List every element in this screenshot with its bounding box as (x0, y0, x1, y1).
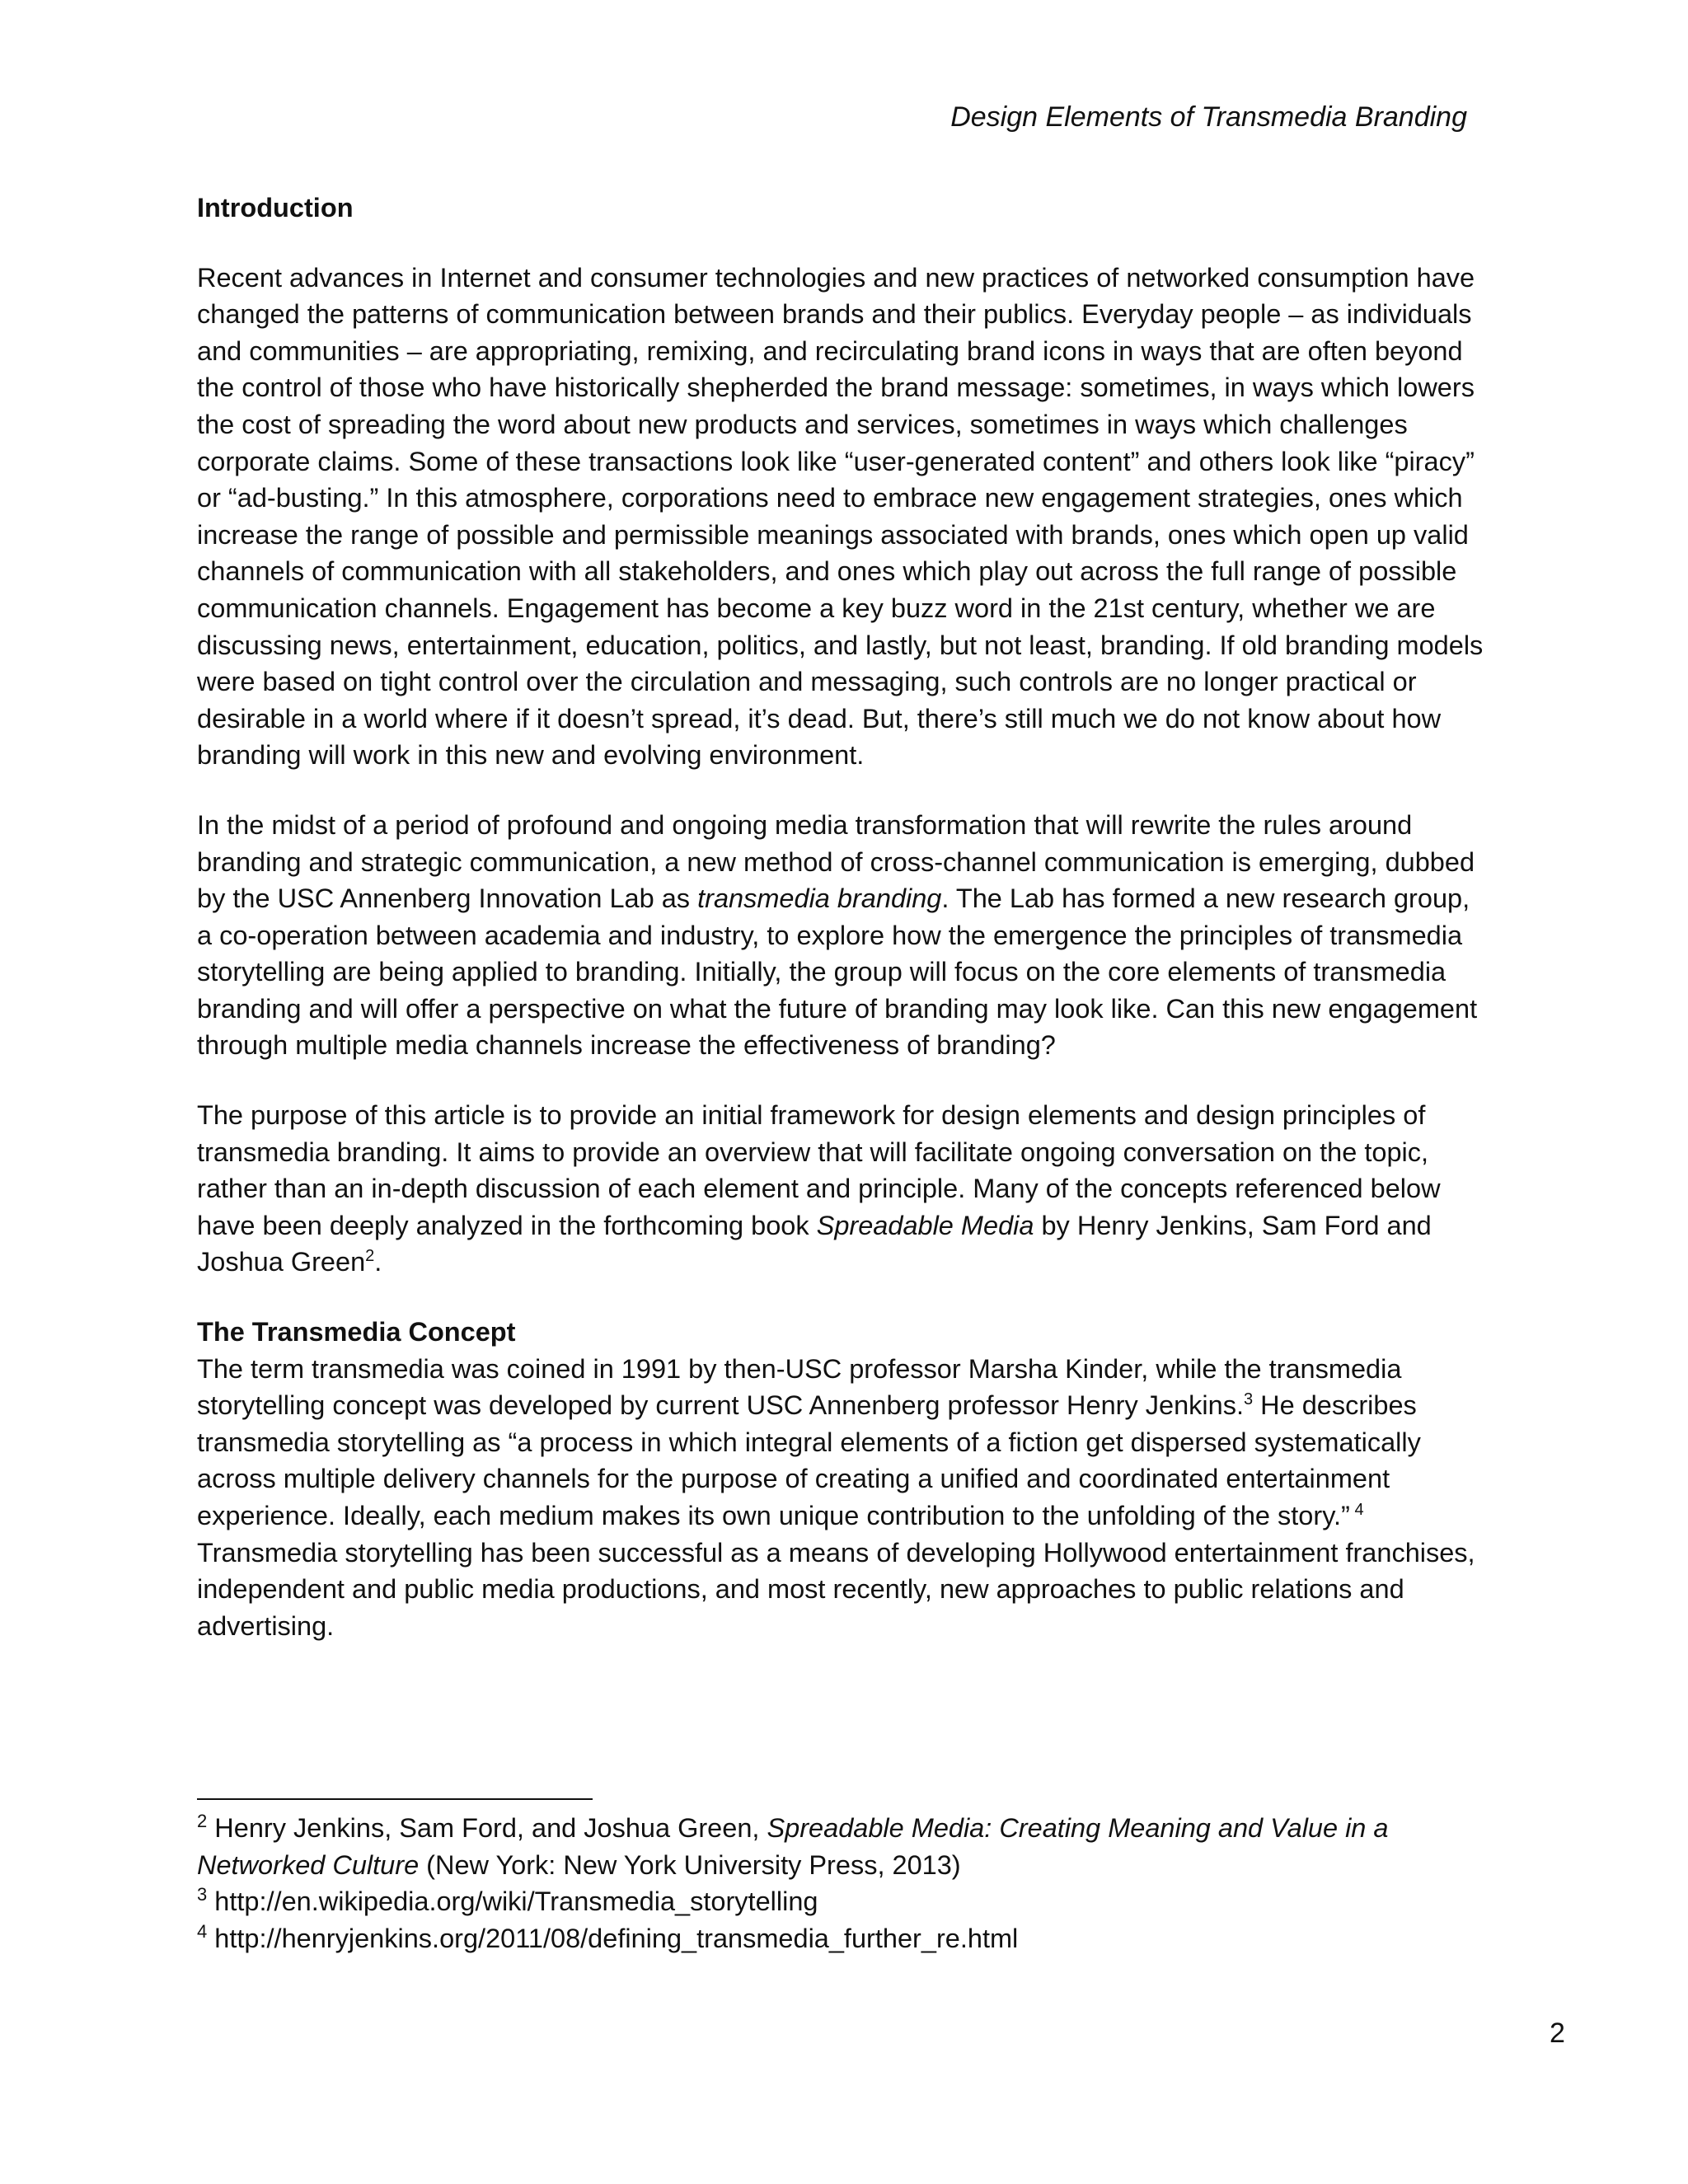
footnote-4-link[interactable]: http://henryjenkins.org/2011/08/defining_transmedia_further_re.html (207, 1923, 1019, 1953)
intro-paragraph-1: Recent advances in Internet and consumer technologies and new practices of networked consumption have changed the patterns of communication between brands and their publics. Everyday people – as individuals and communities – are appropriating, remixing, and recirculating brand icons in ways that are often beyond the control of those who have historically shepherded the brand message: sometimes, in ways which lowers the cost of spreading the word about new products and services, sometimes in ways which challenges corporate claims. Some of these transactions look like “user-generated content” and others look like “piracy” or “ad-busting.” In this atmosphere, corporations need to embrace new engagement strategies, ones which increase the range of possible and permissible meanings associated with brands, ones which open up valid channels of communication with all stakeholders, and ones which play out across the full range of possible communication channels. Engagement has become a key buzz word in the 21st century, whether we are discussing news, entertainment, education, politics, and lastly, but not least, branding. If old branding models were based on tight control over the circulation and messaging, such controls are no longer practical or desirable in a world where if it doesn’t spread, it’s dead. But, there’s still much we do not know about how branding will work in this new and evolving environment. (197, 262, 1484, 771)
intro-paragraph-3: The purpose of this article is to provide an initial framework for design elements and design principles of transmedia branding. It aims to provide an overview that will facilitate ongoing conversation on the topic, rather than an in-depth discussion of each element and principle. Many of the concepts referenced below have been deeply analyzed in the forthcoming book Spreadable Media by Henry Jenkins, Sam Ford and Joshua Green$^2$. (197, 1100, 1441, 1277)
page-number: 2 (1550, 2018, 1565, 2049)
footnote-4[interactable]: $^4$ http://henryjenkins.org/2011/08/defining_transmedia_further_re.html (197, 1920, 1019, 1953)
introduction-heading: Introduction (197, 193, 354, 223)
body-content (197, 190, 1491, 1644)
book-title: Spreadable Media (816, 1210, 1034, 1240)
footnote-divider (197, 1798, 593, 1800)
transmedia-concept-heading: The Transmedia Concept (197, 1317, 516, 1347)
footnotes (197, 1810, 1491, 1957)
transmedia-branding-term: transmedia branding (697, 883, 942, 914)
footnote-ref-3[interactable]: 3 (1243, 1390, 1254, 1409)
footnote-2: $^2$ Henry Jenkins, Sam Ford, and Joshua Green, Spreadable Media: Creating Meaning and Value in a Networked Culture (New York: New York University Press, 2013) (197, 1811, 1389, 1880)
footnote-ref-2[interactable]: 2 (365, 1247, 375, 1266)
intro-paragraph-2: In the midst of a period of profound and ongoing media transformation that will rewrite the rules around branding and strategic communication, a new method of cross-channel communication is emerging, dubbed by the USC Annenberg Innovation Lab as transmedia branding. The Lab has formed a new research group, a co-operation between academia and industry, to explore how the emergence the principles of transmedia storytelling are being applied to branding. Initially, the group will focus on the core elements of transmedia branding and will offer a perspective on what the future of branding may look like. Can this new engagement through multiple media channels increase the effectiveness of branding? (197, 809, 1478, 1061)
concept-paragraph: The term transmedia was coined in 1991 by then-USC professor Marsha Kinder, while the transmedia storytelling concept was developed by current USC Annenberg professor Henry Jenkins.$^3$ He describes transmedia storytelling as “a process in which integral elements of a fiction get dispersed systematically across multiple delivery channels for the purpose of creating a unified and coordinated entertainment experience. Ideally, each medium makes its own unique contribution to the unfolding of the story.” $^4$ Transmedia storytelling has been successful as a means of developing Hollywood entertainment franchises, independent and public media productions, and most recently, new approaches to public relations and advertising. (197, 1353, 1475, 1641)
footnote-3-link[interactable]: http://en.wikipedia.org/wiki/Transmedia_storytelling (207, 1886, 818, 1917)
running-header: Design Elements of Transmedia Branding (950, 101, 1467, 133)
footnote-ref-4[interactable]: 4 (1349, 1501, 1364, 1520)
footnote-3[interactable]: $^3$ http://en.wikipedia.org/wiki/Transmedia_storytelling (197, 1884, 818, 1917)
